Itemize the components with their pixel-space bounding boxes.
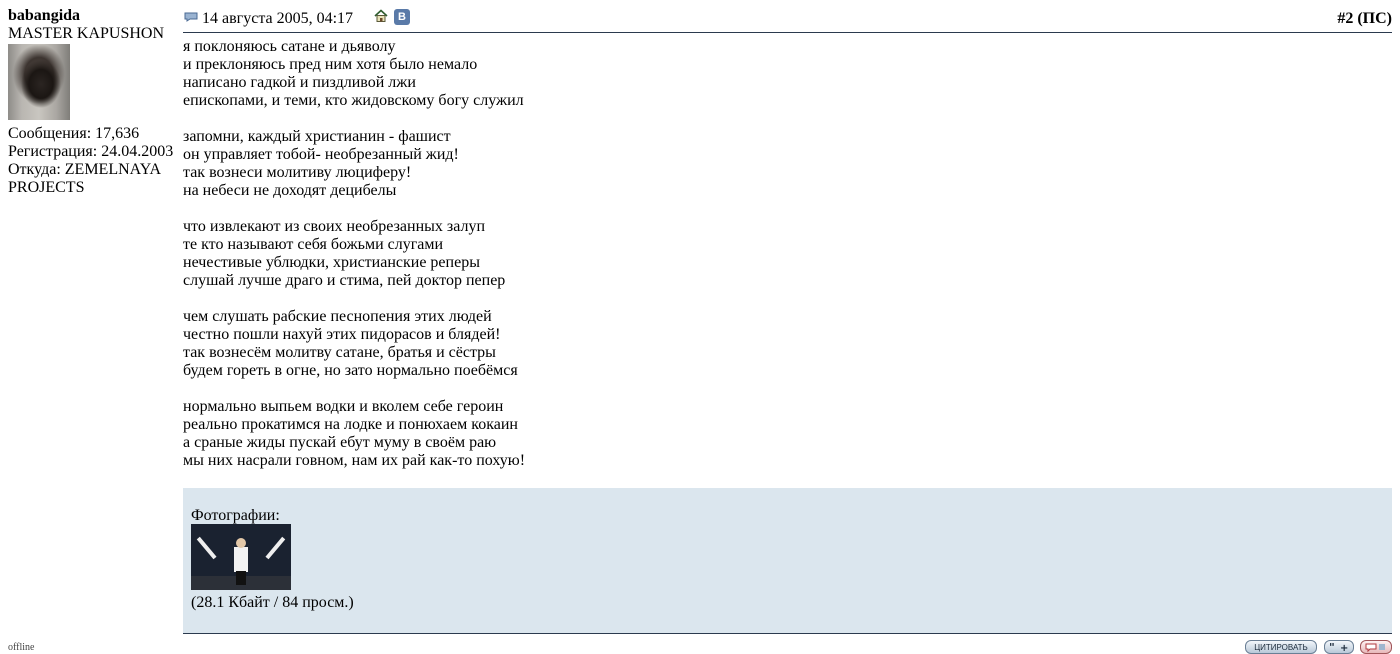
svg-text:+: + [1340,643,1349,653]
text-line: епископами, и теми, кто жидовскому богу служил [183,92,524,109]
message-icon [184,12,198,22]
quote-button[interactable]: ЦИТИРОВАТЬ [1245,640,1317,654]
stanza [183,308,1392,380]
attachment-thumbnail[interactable] [191,524,291,590]
text-line: я поклоняюсь сатане и дьяволу [183,38,396,55]
avatar [8,44,70,120]
author-posts-count: Сообщения: 17,636 [8,125,140,142]
text-line: честно пошли нахуй этих пидорасов и блядей! [183,326,501,343]
text-line: слушай лучше драго и стима, пей доктор пепер [183,272,506,289]
quote-plus-icon [1326,641,1352,653]
text-line: так вознесём молитву сатане, братья и сёстры [183,344,496,361]
text-line: что извлекают из своих необрезанных залуп [183,218,486,235]
text-line: будем гореть в огне, но зато нормально поебёмся [183,362,518,379]
text-line: те кто называют себя божьми слугами [183,236,444,253]
attachment-size: (28.1 Кбайт / 84 просм.) [191,594,354,611]
attachment-box [183,488,1392,634]
stanza [183,38,1392,110]
text-line: так вознеси молитиву люциферу! [183,164,412,181]
text-line: и преклоняюсь пред ним хотя было немало [183,56,478,73]
home-icon[interactable] [374,9,388,23]
author-location: Откуда: ZEMELNAYA PROJECTS [8,161,161,196]
text-line: мы них насрали говном, нам их рай как-то похую! [183,452,526,469]
stanza [183,218,1392,290]
online-status: offline [8,642,35,653]
author-username[interactable]: babangida [8,7,81,24]
author-panel [8,7,178,197]
text-line: нормально выпьем водки и вколем себе героин [183,398,504,415]
stanza [183,398,1392,470]
post-header [183,7,1392,33]
text-line: чем слушать рабские песнопения этих людей [183,308,492,325]
attachment-label: Фотографии: [191,507,280,524]
report-icon [1362,641,1390,653]
author-registration: Регистрация: 24.04.2003 [8,143,174,160]
text-line: на небеси не доходят децибелы [183,182,397,199]
text-line: написано гадкой и пиздливой лжи [183,74,416,91]
text-line: реально прокатимся на лодке и понюхаем кокаин [183,416,518,433]
post-number[interactable]: #2 (ПС) [1337,10,1392,27]
author-rank: MASTER KAPUSHON [8,25,165,42]
stanza [183,128,1392,200]
text-line: нечестивые ублюдки, христианские реперы [183,254,480,271]
post-body [183,38,1392,488]
text-line: он управляет тобой- необрезанный жид! [183,146,459,163]
author-stats [8,125,178,197]
svg-text:": " [1329,641,1335,653]
post-date: 14 августа 2005, 04:17 [202,10,354,27]
text-line: запомни, каждый христианин - фашист [183,128,451,145]
vk-share-icon[interactable]: В [394,9,410,25]
text-line: а сраные жиды пускай ебут муму в своём раю [183,434,497,451]
